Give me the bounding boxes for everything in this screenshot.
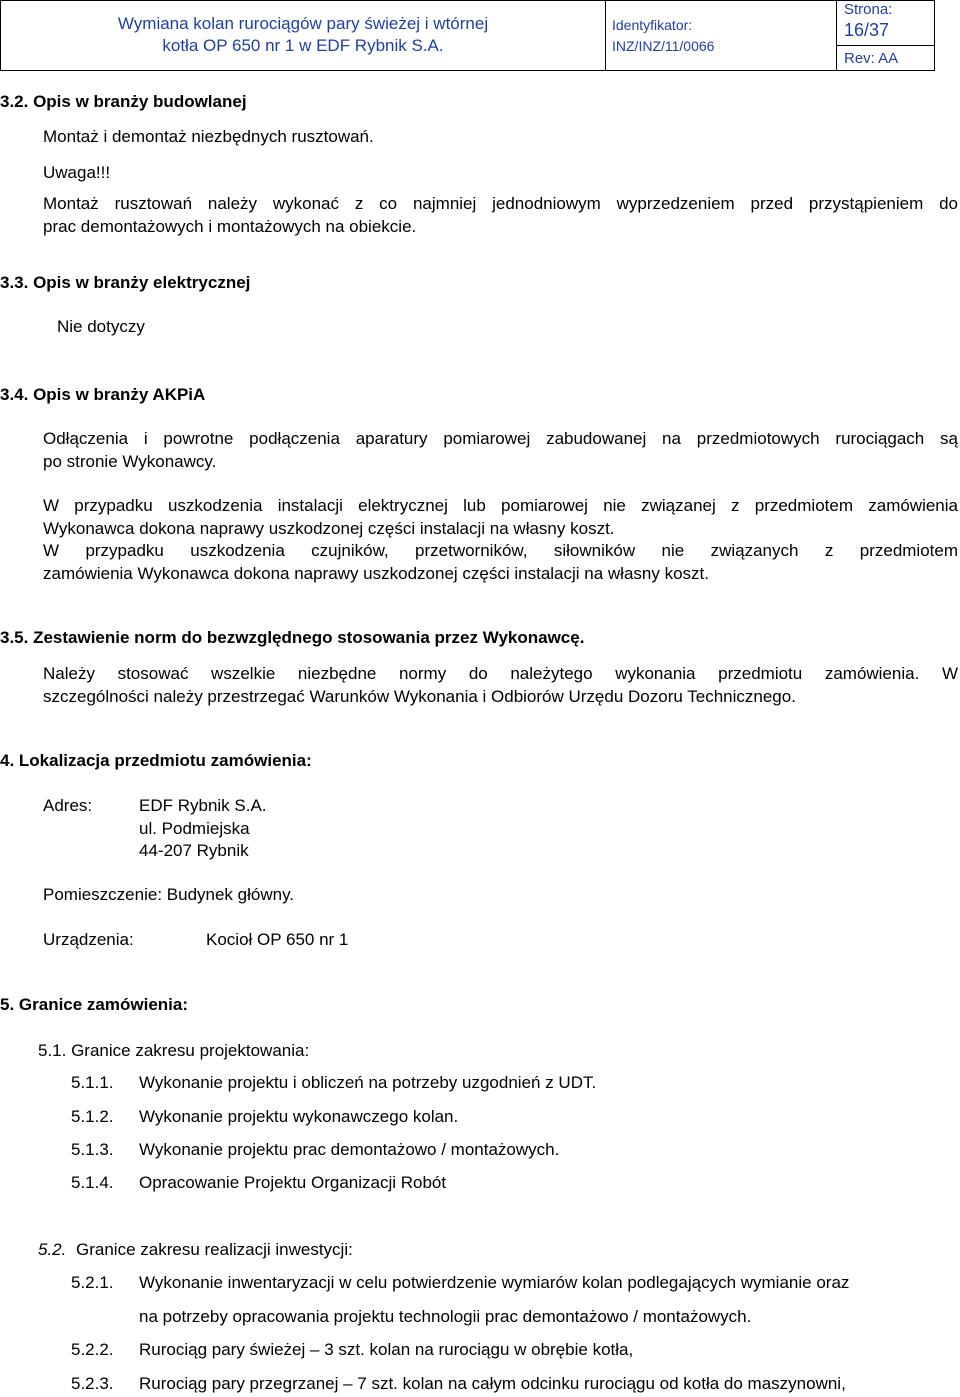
item-number: 5.1.3. — [71, 1140, 114, 1159]
section-3-5-line-2: szczególności należy przestrzegać Warunków Wykonania i Odbiorów Urzędu Dozoru Technicznego. — [43, 687, 796, 706]
section-5-2-heading: Granice zakresu realizacji inwestycji: — [76, 1240, 353, 1259]
item-number: 5.2.3. — [71, 1374, 114, 1393]
document-title — [1, 1, 606, 70]
section-3-3-text: Nie dotyczy — [57, 317, 145, 336]
devices-value: Kocioł OP 650 nr 1 — [206, 930, 349, 949]
section-3-4-heading: 3.4. Opis w branży AKPiA — [0, 385, 206, 404]
room-text: Pomieszczenie: Budynek główny. — [43, 885, 295, 904]
page-number: 16/37 — [844, 20, 890, 40]
item-text: Wykonanie projektu prac demontażowo / montażowych. — [139, 1140, 560, 1159]
title-line-2: kotła OP 650 nr 1 w EDF Rybnik S.A. — [162, 36, 444, 55]
identifier-label: Identyfikator: — [612, 17, 693, 33]
page-cell — [836, 1, 934, 70]
address-label: Adres: — [43, 796, 93, 815]
item-text: Rurociąg pary przegrzanej – 7 szt. kolan na całym odcinku rurociągu od kotła do maszynowni, — [139, 1374, 846, 1393]
section-5-2-number: 5.2. — [38, 1240, 67, 1259]
item-text: Wykonanie projektu wykonawczego kolan. — [139, 1107, 459, 1126]
title-line-1: Wymiana kolan rurociągów pary świeżej i wtórnej — [117, 14, 489, 33]
item-text: Opracowanie Projektu Organizacji Robót — [139, 1173, 447, 1192]
address-line-2: ul. Podmiejska — [139, 819, 250, 838]
section-3-2-heading: 3.2. Opis w branży budowlanej — [0, 92, 247, 111]
item-number: 5.1.2. — [71, 1107, 114, 1126]
note-label: Uwaga!!! — [43, 163, 111, 182]
page-label: Strona: — [844, 1, 893, 18]
identifier-cell — [606, 1, 837, 70]
item-number: 5.1.4. — [71, 1173, 114, 1192]
section-3-3-heading: 3.3. Opis w branży elektrycznej — [0, 273, 251, 292]
note-line-2: prac demontażowych i montażowych na obiekcie. — [43, 217, 417, 236]
section-3-2-text: Montaż i demontaż niezbędnych rusztowań. — [43, 127, 374, 146]
item-number: 5.2.1. — [71, 1273, 114, 1292]
section-3-4-p2-line-2: Wykonawca dokona naprawy uszkodzonej części instalacji na własny koszt. — [43, 519, 615, 538]
item-number: 5.2.2. — [71, 1340, 114, 1359]
section-3-5-heading: 3.5. Zestawienie norm do bezwzględnego stosowania przez Wykonawcę. — [0, 628, 585, 647]
section-3-4-p3-line-2: zamówienia Wykonawca dokona naprawy uszkodzonej części instalacji na własny koszt. — [43, 564, 709, 583]
section-3-4-p1-line-1: Odłączenia i powrotne podłączenia aparatury pomiarowej zabudowanej na przedmiotowych rurociągach są — [43, 429, 958, 448]
section-4-heading: 4. Lokalizacja przedmiotu zamówienia: — [0, 751, 312, 770]
address-line-3: 44-207 Rybnik — [139, 841, 249, 860]
address-line-1: EDF Rybnik S.A. — [139, 796, 267, 815]
revision-label: Rev: AA — [844, 50, 899, 67]
document-header — [0, 0, 935, 71]
item-number: 5.1.1. — [71, 1073, 114, 1092]
section-5-1-heading: 5.1. Granice zakresu projektowania: — [38, 1041, 310, 1060]
item-text: Rurociąg pary świeżej – 3 szt. kolan na rurociągu w obrębie kotła, — [139, 1340, 634, 1359]
section-3-4-p3-line-1: W przypadku uszkodzenia czujników, przetworników, siłowników nie związanych z przedmiotem — [43, 541, 958, 560]
section-3-4-p2-line-1: W przypadku uszkodzenia instalacji elektrycznej lub pomiarowej nie związanej z przedmiotem zamówienia — [43, 496, 958, 515]
section-3-4-p1-line-2: po stronie Wykonawcy. — [43, 452, 217, 471]
section-5-heading: 5. Granice zamówienia: — [0, 995, 189, 1014]
item-text-continued: na potrzeby opracowania projektu technologii prac demontażowo / montażowych. — [139, 1307, 752, 1326]
note-line-1: Montaż rusztowań należy wykonać z co najmniej jednodniowym wyprzedzeniem przed przystąpieniem do — [43, 194, 958, 213]
revision-cell — [836, 45, 934, 71]
item-text: Wykonanie projektu i obliczeń na potrzeby uzgodnień z UDT. — [139, 1073, 597, 1092]
identifier-value: INZ/INZ/11/0066 — [612, 38, 715, 54]
section-3-5-line-1: Należy stosować wszelkie niezbędne normy do należytego wykonania przedmiotu zamówienia. W — [43, 664, 958, 683]
item-text: Wykonanie inwentaryzacji w celu potwierdzenie wymiarów kolan podlegających wymianie oraz — [139, 1273, 850, 1292]
devices-label: Urządzenia: — [43, 930, 134, 949]
